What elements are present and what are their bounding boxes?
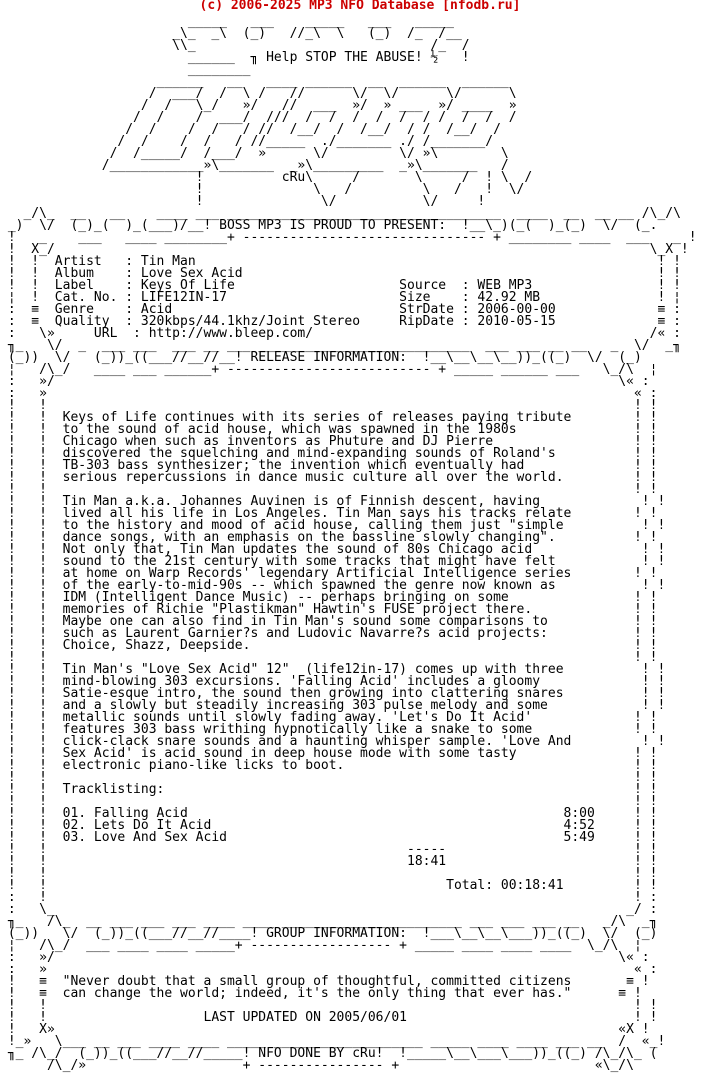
nfo-line: ! ! Artist : Tin Man ! ! [0,254,681,269]
nfo-line: ¦ ! Cat. No. : LIFE12IN-17 Size : 42.92 MB ! ¦ [0,290,681,305]
nfo-line: ! ! serious repercussions in dance music culture all over the world. ! ! [0,470,658,485]
nfo-line: ! ! ! ! [0,866,658,881]
nfo-line: ! ! Maybe one can also find in Tin Man's sound some comparisons to ! ! [0,614,658,629]
nfo-line: / /_____/ /___/ » \/ \/ »\ \ [0,146,509,161]
nfo-line: ! \ / \ / ! \/ [0,182,525,197]
nfo-line: ! ! Choice, Shazz, Deepside. ! ! [0,638,658,653]
nfo-line: ¦ /\_/ ___ ____ ____ _____+ ------------------ + _____ ____ ____ ____ \_/\ ¦ [0,938,642,953]
nfo-line: ! X_/ \_X ! [0,242,689,257]
nfo-line: ______ __ ____ ______ __ ______ ______ [0,74,509,89]
nfo-line: ! ! electronic piano-like licks to boot. ! ! [0,758,658,773]
nfo-line: ! ! Album : Love Sex Acid ! ! [0,266,681,281]
nfo-line: ! ! Satie-esque intro, the sound then growing into clattering snares ! ! [0,686,666,701]
nfo-line: ! ! ! ! [0,770,658,785]
nfo-line: / / / / / //_____ ./_______ ./ /_______/ [0,134,494,149]
nfo-line: ! ! mind-blowing 303 excursions. 'Falling Acid' includes a gloomy ! ! [0,674,666,689]
nfo-line: / / \_/ »/ // ___ »/ » ___ »/ ____ » [0,98,517,113]
nfo-line: ╖_ \/ _ ___ ___ ___ __ ___ ___________________________ ___ ___ __ __ _ \/ _╖ [0,338,681,353]
nfo-line: ! ! 02. Lets Do It Acid 4:52 ! ! [0,818,658,833]
nfo-line: \\_ /_ / [0,38,470,53]
nfo-line: ! ! TB-303 bass synthesizer; the invention which eventually had ! ! [0,458,658,473]
nfo-line: ! ! to the sound of acid house, which was spawned in the 1980s ! ! [0,422,658,437]
nfo-line: ¦ /\_/ ____ ___ ______+ -------------------------- + _____ ______ ___ \_/\ ¦ [0,362,658,377]
nfo-line: ! _ ___ ____ ________+ ------------------------------- + ________ ____ ___ _ ! [0,230,697,245]
nfo-line: _____ ___ _____ ___ _____ [0,14,454,29]
nfo-line: _\_ _\ (_) //_\ \ (_) /_ /__ [0,26,462,41]
nfo-line: _) \/ (_)_( )_(___)/__! BOSS MP3 IS PROUD TO PRESENT: !__\_)(_( )_(_) \/ (_. [0,218,658,233]
nfo-line: (_)) \/ (_))_((___//__//____! GROUP INFORMATION: !___\__\__\___))_((_) \/ (_) [0,926,658,941]
nfo-line: ! ! 18:41 ! ! [0,854,658,869]
nfo-line: ! ! discovered the squelching and mind-expanding sounds of Roland's ! ! [0,446,658,461]
nfo-line: ! ! Sex Acid' is acid sound in deep house mode with some tasty ! ! [0,746,658,761]
nfo-line: ! \/ \/ ! [0,194,486,209]
nfo-line: ! ! ! ! [0,482,658,497]
nfo-line: ! ! sound to the 21st century with some tracks that might have felt ! ! [0,554,666,569]
nfo-line: ! ! to the history and mood of acid house, calling them just "simple ! ! [0,518,666,533]
nfo-line: ! ! IDM (Intelligent Dance Music) -- perhaps bringing on some ! ! [0,590,658,605]
nfo-line: ! ≡ can change the world; indeed, it's the only thing that ever has." ≡ ! [0,986,642,1001]
nfo-line: ! ! Tin Man a.k.a. Johannes Auvinen is of Finnish descent, having ! ! [0,494,666,509]
nfo-line: (_)) \/ (_))_((___//__//__! RELEASE INFORMATION: !__\__\__\__))_((_) \/ (_) [0,350,642,365]
nfo-line: : »/ \« : [0,950,650,965]
nfo-line: ________ [0,62,251,77]
nfo-line: : \_ _/ : [0,902,658,917]
nfo-line: : \» URL : http://www.bleep.com/ /« : [0,326,681,341]
nfo-line: ! cRu\ / \ / ! \ / [0,170,533,185]
nfo-line: : ! ! : [0,890,658,905]
nfo-line: / / / ___/ /// / / / / / / / / / / [0,110,517,125]
nfo-line: ╖_ /\_/ (_))_((___//__//_____! NFO DONE BY cRu! !_____\__\___\___))_((_) /\_/\_ ( [0,1046,658,1061]
nfo-line: ! ! click-clack snare sounds and a haunting whisper sample. 'Love And ! ! [0,734,666,749]
nfo-line: ! ! at home on Warp Records' legendary Artificial Intelligence series ! ! [0,566,658,581]
nfo-line: ! ! features 303 bass writhing hypnotically like a snake to some ! ! [0,722,658,737]
nfo-line: : » « : [0,962,658,977]
nfo-line: / ___/ / \ / // \/ \/ \/ \ [0,86,517,101]
nfo-line: : ≡ Genre : Acid StrDate : 2006-00-00 ≡ : [0,302,681,317]
nfo-line: ! ! Total: 00:18:41 ! ! [0,878,658,893]
nfo-line: ! ! such as Laurent Garnier?s and Ludovic Navarre?s acid projects: ! ! [0,626,658,641]
nfo-line: ! ! ! ! [0,794,658,809]
nfo-line: ! ! and a slowly but steadily increasing 303 pulse melody and some ! ! [0,698,666,713]
nfo-line: !_» \___ __ ___ ____ ____ _____ ___________________ _____ ____ ____ ___ __ / «_! [0,1034,666,1049]
nfo-line: ! ! Tracklisting: ! ! [0,782,658,797]
nfo-line: /\_/» + ---------------- + «\_/\ [0,1058,634,1073]
nfo-line: ! ! Label : Keys Of Life Source : WEB MP3 ! ! [0,278,681,293]
nfo-line: ! ! LAST UPDATED ON 2005/06/01 ! ! [0,1010,658,1025]
nfo-line: ! ! ! ! [0,998,658,1013]
nfo-line: _/\_ __ __ ____ ___ ___________________________________ ____ __ __ __ /\_/\ [0,206,681,221]
nfo-line: ! ! Keys of Life continues with its series of releases paying tribute ! ! [0,410,658,425]
nfo-line: ! X» «X ! [0,1022,650,1037]
nfo-line: ! ! lived all his life in Los Angeles. Tin Man says his tracks relate ! ! [0,506,658,521]
nfo-line: ! ! ! ! [0,398,658,413]
nfo-line: : » « : [0,386,658,401]
nfo-line: /____________»\_______ _»\_________ _»\_______ / [0,158,509,173]
nfo-line: ! ! 03. Love And Sex Acid 5:49 ! ! [0,830,658,845]
nfo-line: ! ! metallic sounds until slowly fading away. 'Let's Do It Acid' ! ! [0,710,658,725]
nfo-line: ! ≡ "Never doubt that a small group of thoughtful, committed citizens ≡ ! [0,974,650,989]
nfo-line: ! ! ! ! [0,650,658,665]
nfo-line: ! ! dance songs, with an emphasis on the bassline slowly changing". ! ! [0,530,658,545]
nfo-line: ! ! of the early-to-mid-90s -- which spawned the genre now known as ! ! [0,578,666,593]
nfo-line: ! ! 01. Falling Acid 8:00 ! ! [0,806,658,821]
nfo-line: ! ! ----- ! ! [0,842,658,857]
nfo-line: ! ! Not only that, Tin Man updates the sound of 80s Chicago acid ! ! [0,542,666,557]
site-header: (c) 2006-2025 MP3 NFO Database [nfodb.ru] [199,0,521,13]
nfo-line: ╖_ /\_ __ ___ ___ ___ ____ ____ _______________________ ___ ___ ___ __ _/\ _╖ [0,914,658,929]
nfo-line: : ≡ Quality : 320kbps/44.1khz/Joint Stereo RipDate : 2010-05-15 ≡ : [0,314,681,329]
nfo-line: ! ! memories of Richie "Plastikman" Hawtin's FUSE project there. ! ! [0,602,658,617]
nfo-line: ! ! Chicago when such as inventors as Phuture and DJ Pierre ! ! [0,434,658,449]
nfo-line: ! ! Tin Man's "Love Sex Acid" 12" (life12in-17) comes up with three ! ! [0,662,666,677]
nfo-line: / / / / / // /__/ / /__/ / / /__/ / [0,122,501,137]
nfo-line: ______ ╖ Help STOP THE ABUSE! ½ ! [0,50,470,65]
nfo-line: : »/ \« : [0,374,650,389]
